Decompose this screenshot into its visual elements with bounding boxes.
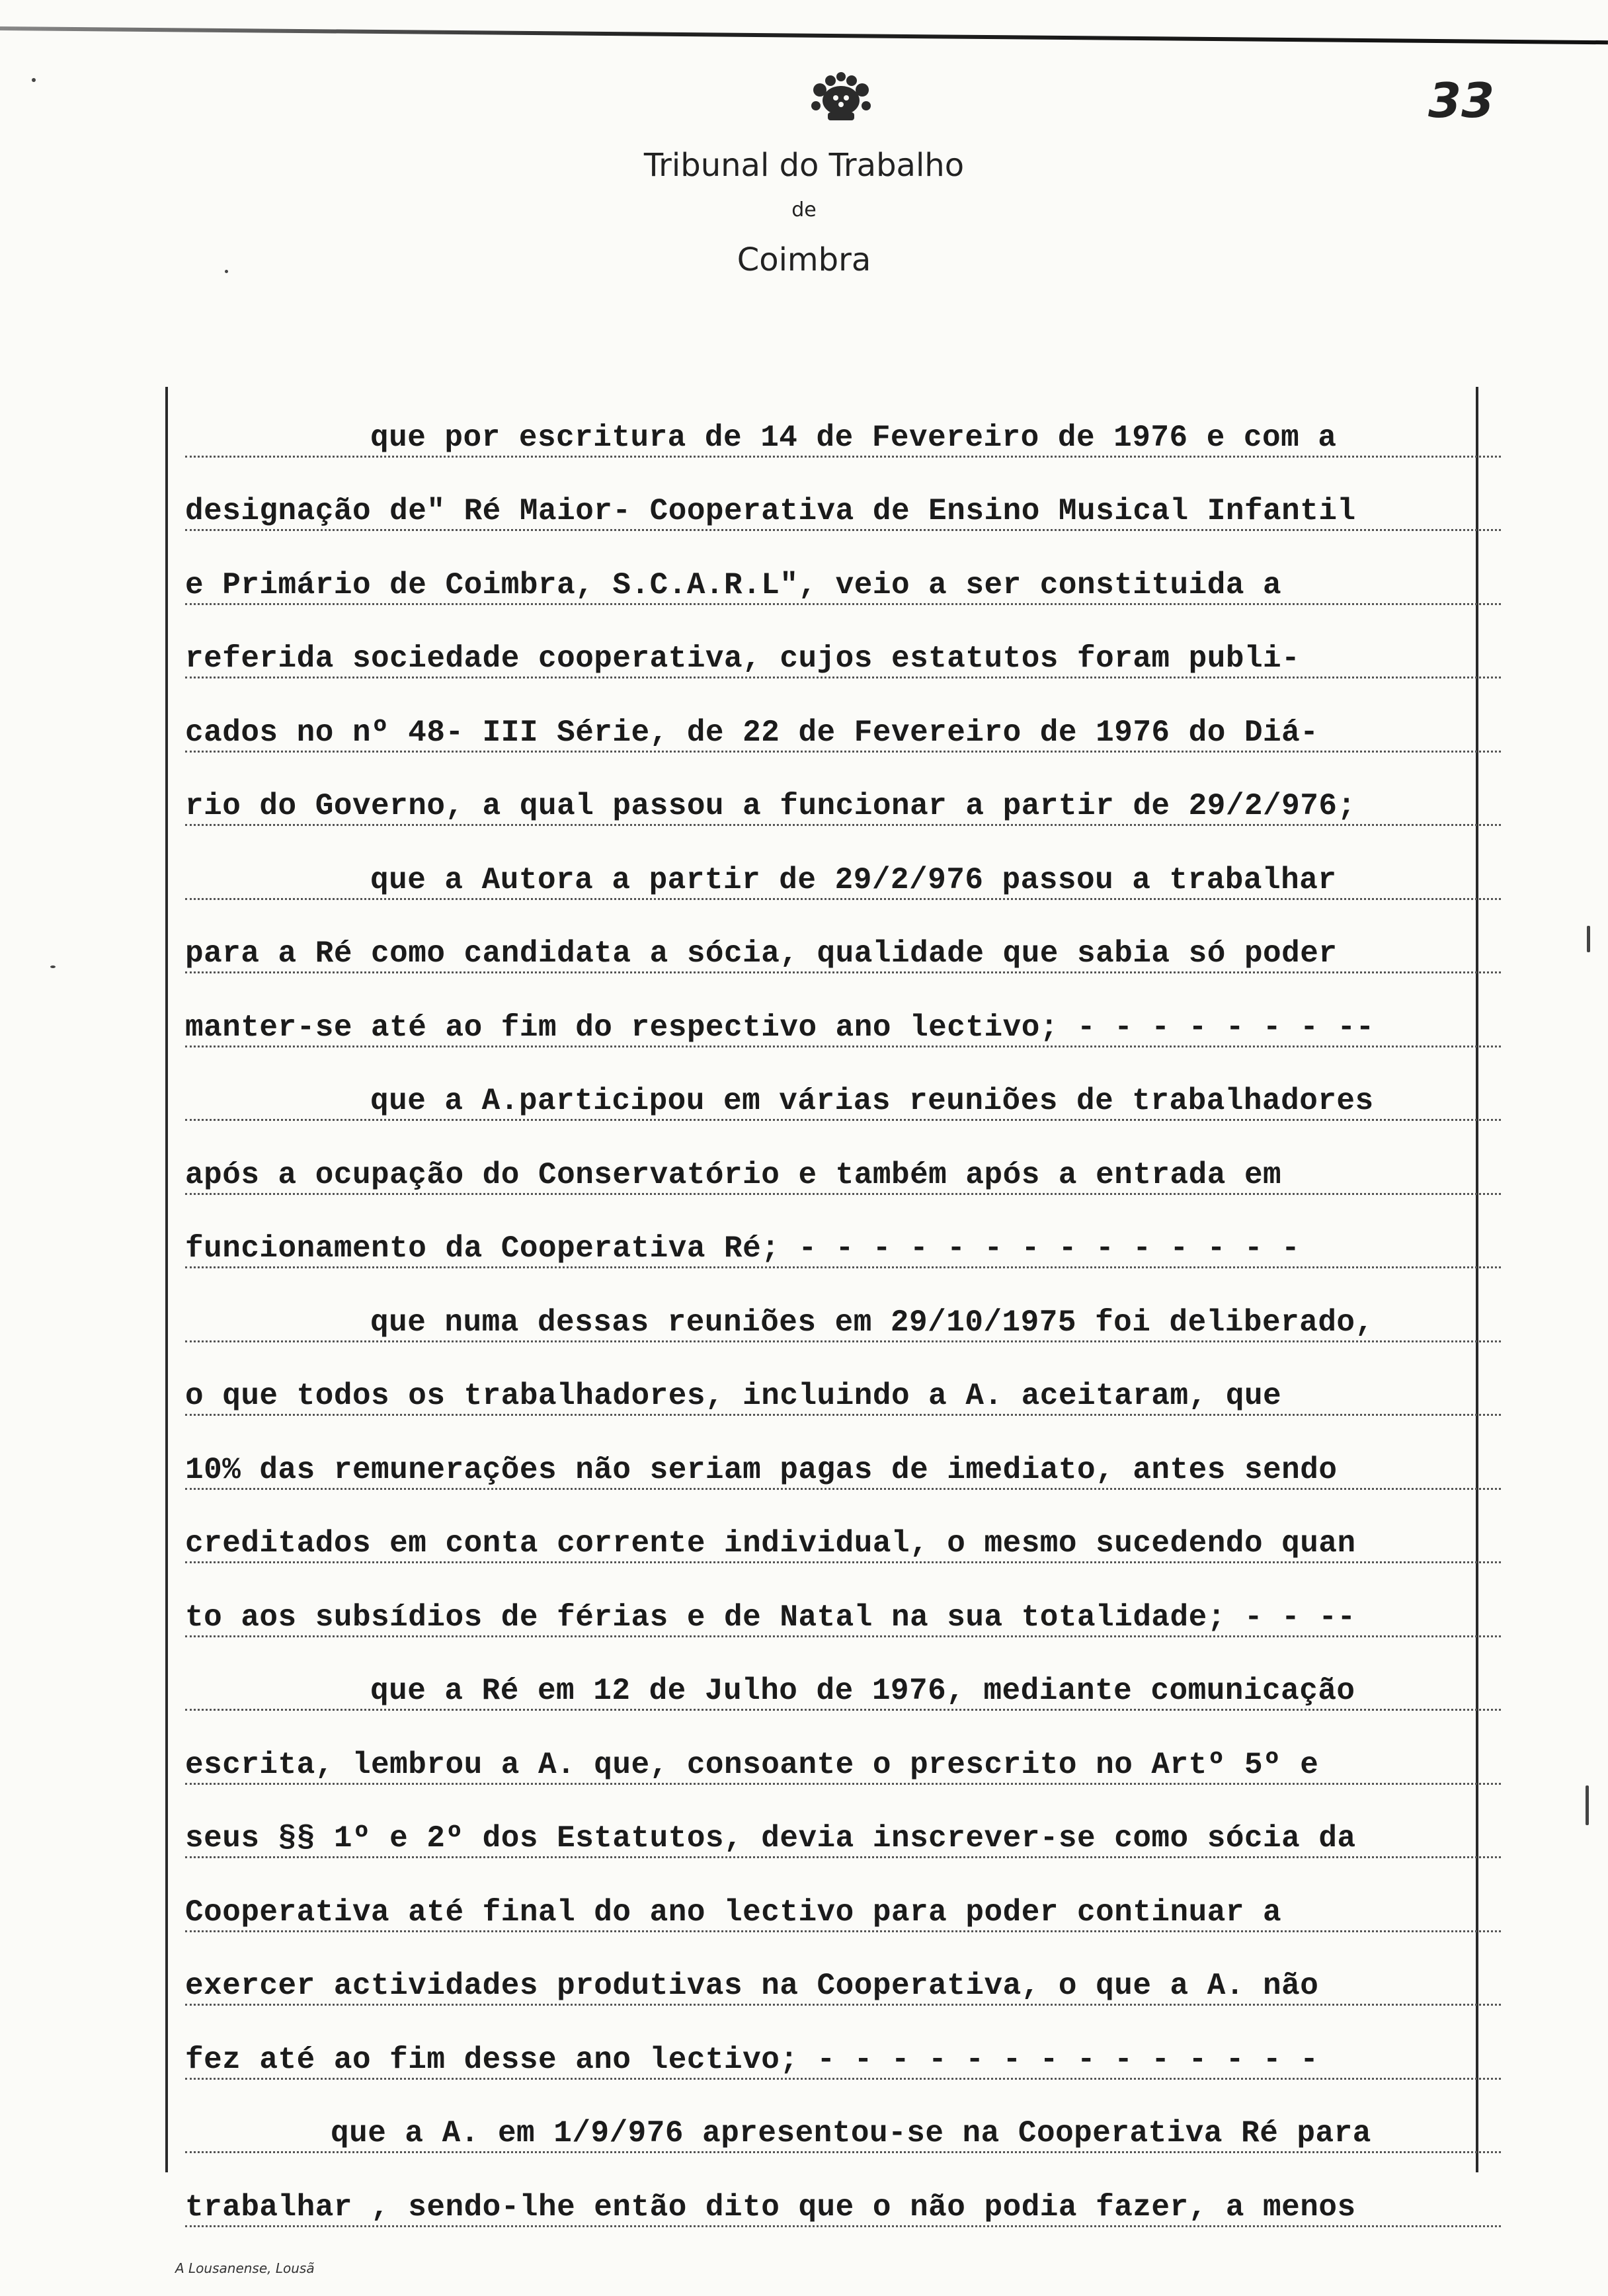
text-line: trabalhar , sendo-lhe então dito que o não podia fazer, a menos xyxy=(185,2153,1501,2227)
text-line: para a Ré como candidata a sócia, qualidade que sabia só poder xyxy=(185,900,1501,974)
text-line: que a A.participou em várias reuniões de trabalhadores xyxy=(185,1047,1501,1122)
text-line: creditados em conta corrente individual, o mesmo sucedendo quan xyxy=(185,1490,1501,1564)
text-line: funcionamento da Cooperativa Ré; - - - - - - - - - - - - - - xyxy=(185,1195,1501,1269)
court-title: Tribunal do Trabalho xyxy=(643,147,965,184)
document-body xyxy=(185,384,1501,2227)
text-line: designação de" Ré Maior- Cooperativa de Ensino Musical Infantil xyxy=(185,458,1501,532)
text-line: que por escritura de 14 de Fevereiro de 1976 e com a xyxy=(185,384,1501,458)
court-city: Coimbra xyxy=(737,241,871,278)
speck xyxy=(32,78,36,82)
text-line: que a A. em 1/9/976 apresentou-se na Cooperativa Ré para xyxy=(185,2080,1501,2154)
text-line: to aos subsídios de férias e de Natal na sua totalidade; - - -- xyxy=(185,1563,1501,1637)
text-line: o que todos os trabalhadores, incluindo a A. aceitaram, que xyxy=(185,1342,1501,1416)
text-line: manter-se até ao fim do respectivo ano lectivo; - - - - - - - -- xyxy=(185,973,1501,1047)
coat-of-arms-icon xyxy=(801,71,881,126)
text-line: após a ocupação do Conservatório e também após a entrada em xyxy=(185,1121,1501,1195)
top-rule xyxy=(0,26,1608,44)
court-of: de xyxy=(791,198,817,222)
text-line: que numa dessas reuniões em 29/10/1975 foi deliberado, xyxy=(185,1268,1501,1342)
left-margin-line xyxy=(165,387,168,2172)
text-line: exercer actividades produtivas na Cooperativa, o que a A. não xyxy=(185,1932,1501,2006)
text-line: rio do Governo, a qual passou a funcionar a partir de 29/2/976; xyxy=(185,753,1501,827)
text-line: fez até ao fim desse ano lectivo; - - - - - - - - - - - - - - xyxy=(185,2006,1501,2080)
text-line: que a Autora a partir de 29/2/976 passou a trabalhar xyxy=(185,826,1501,900)
text-line: Cooperativa até final do ano lectivo para poder continuar a xyxy=(185,1858,1501,1932)
text-line: cados no nº 48- III Série, de 22 de Fevereiro de 1976 do Diá- xyxy=(185,678,1501,753)
text-line: 10% das remunerações não seriam pagas de imediato, antes sendo xyxy=(185,1416,1501,1490)
speck xyxy=(225,270,228,273)
speck xyxy=(50,965,56,968)
text-line: que a Ré em 12 de Julho de 1976, mediante comunicação xyxy=(185,1637,1501,1711)
page-number: 33 xyxy=(1428,73,1495,128)
text-line: e Primário de Coimbra, S.C.A.R.L", veio a ser constituida a xyxy=(185,531,1501,605)
speck xyxy=(1587,926,1590,952)
speck xyxy=(1586,1785,1589,1825)
text-line: escrita, lembrou a A. que, consoante o prescrito no Artº 5º e xyxy=(185,1711,1501,1785)
printer-mark: A Lousanense, Lousã xyxy=(175,2260,315,2276)
text-line: referida sociedade cooperativa, cujos estatutos foram publi- xyxy=(185,605,1501,679)
text-line: seus §§ 1º e 2º dos Estatutos, devia inscrever-se como sócia da xyxy=(185,1785,1501,1859)
